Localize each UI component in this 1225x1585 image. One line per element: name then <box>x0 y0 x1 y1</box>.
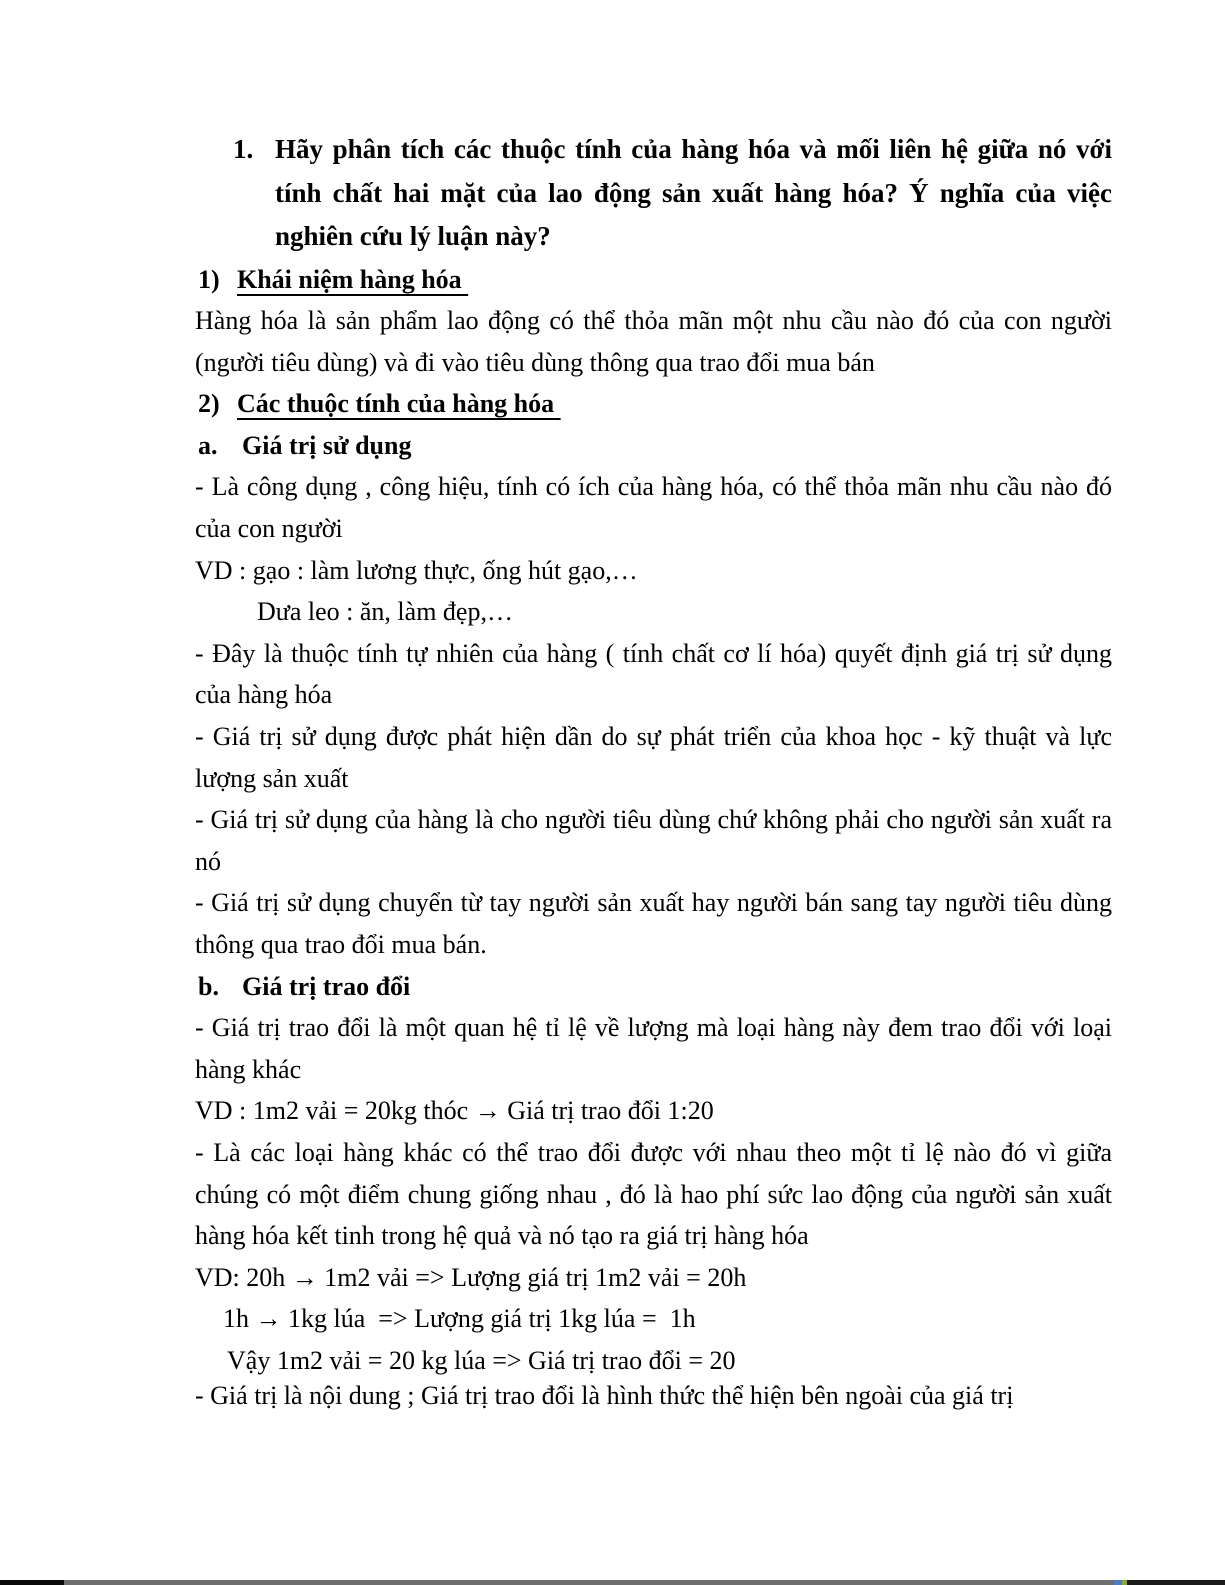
section2-title: Các thuộc tính của hàng hóa <box>237 389 555 419</box>
sub-b-example-3: 1h → 1kg lúa => Lượng giá trị 1kg lúa = 1h <box>223 1304 696 1334</box>
section2-number: 2) <box>198 389 220 419</box>
section1-number: 1) <box>198 264 220 294</box>
sub-b-label: b. <box>198 971 219 1001</box>
sub-a-point-3: - Giá trị sử dụng được phát hiện dần do sự phát triển của khoa học - kỹ thuật và lực lượng sản xuất <box>195 722 1112 793</box>
sub-a-point-4: - Giá trị sử dụng của hàng là cho người tiêu dùng chứ không phải cho người sản xuất ra nó <box>195 805 1112 876</box>
section1-body: Hàng hóa là sản phẩm lao động có thể thỏa mãn một nhu cầu nào đó của con người (người tiêu dùng) và đi vào tiêu dùng thông qua trao đổi mua bán <box>195 306 1112 377</box>
section1-title: Khái niệm hàng hóa <box>237 264 462 294</box>
sub-b-example-1: VD : 1m2 vải = 20kg thóc → Giá trị trao đổi 1:20 <box>195 1096 714 1126</box>
sub-b-heading <box>195 966 1112 1008</box>
question-item <box>233 128 1112 259</box>
sub-a-label: a. <box>198 430 218 460</box>
sub-b-title: Giá trị trao đổi <box>242 971 411 1001</box>
sub-b-example-2: VD: 20h → 1m2 vải => Lượng giá trị 1m2 vải = 20h <box>195 1262 747 1292</box>
sub-b-point-3: - Giá trị là nội dung ; Giá trị trao đổi là hình thức thể hiện bên ngoài của giá trị <box>195 1380 1014 1410</box>
sub-a-point-5: - Giá trị sử dụng chuyển từ tay người sản xuất hay người bán sang tay người tiêu dùng thông qua trao đổi mua bán. <box>195 888 1112 959</box>
bottom-bar-dark-segment <box>1127 1580 1225 1585</box>
sub-a-point-2: - Đây là thuộc tính tự nhiên của hàng ( tính chất cơ lí hóa) quyết định giá trị sử dụng của hàng hóa <box>195 638 1112 710</box>
question-text: Hãy phân tích các thuộc tính của hàng hóa và mối liên hệ giữa nó với tính chất hai mặt của lao động sản xuất hàng hóa? Ý nghĩa của việc nghiên cứu lý luận này? <box>275 134 1112 251</box>
sub-a-title: Giá trị sử dụng <box>242 430 412 460</box>
bottom-edge-bar <box>0 1580 1225 1585</box>
section1-heading <box>195 259 1112 301</box>
section2-heading <box>195 383 1112 425</box>
sub-a-point-1: - Là công dụng , công hiệu, tính có ích của hàng hóa, có thể thỏa mãn nhu cầu nào đó của con người <box>195 472 1112 544</box>
sub-a-example-1: VD : gạo : làm lương thực, ống hút gạo,… <box>195 555 638 585</box>
question-number: 1. <box>233 134 254 164</box>
sub-b-point-2: - Là các loại hàng khác có thể trao đổi được với nhau theo một tỉ lệ nào đó vì giữa chúng có một điểm chung giống nhau , đó là hao phí sức lao động của người sản xuất hàng hóa kết tinh trong hệ quả và nó tạo ra giá trị hàng hóa <box>195 1137 1112 1251</box>
sub-a-example-2: Dưa leo : ăn, làm đẹp,… <box>257 597 513 627</box>
bottom-bar-gray-segment <box>64 1580 1114 1585</box>
sub-b-example-4: Vậy 1m2 vải = 20 kg lúa => Giá trị trao đổi = 20 <box>227 1345 736 1375</box>
sub-b-point-1: - Giá trị trao đổi là một quan hệ tỉ lệ về lượng mà loại hàng này đem trao đổi với loại hàng khác <box>195 1013 1112 1084</box>
bottom-bar-black-segment <box>0 1580 64 1585</box>
document-content <box>195 128 1112 1416</box>
sub-a-heading <box>195 425 1112 467</box>
bottom-bar-blue-segment <box>1114 1580 1122 1585</box>
